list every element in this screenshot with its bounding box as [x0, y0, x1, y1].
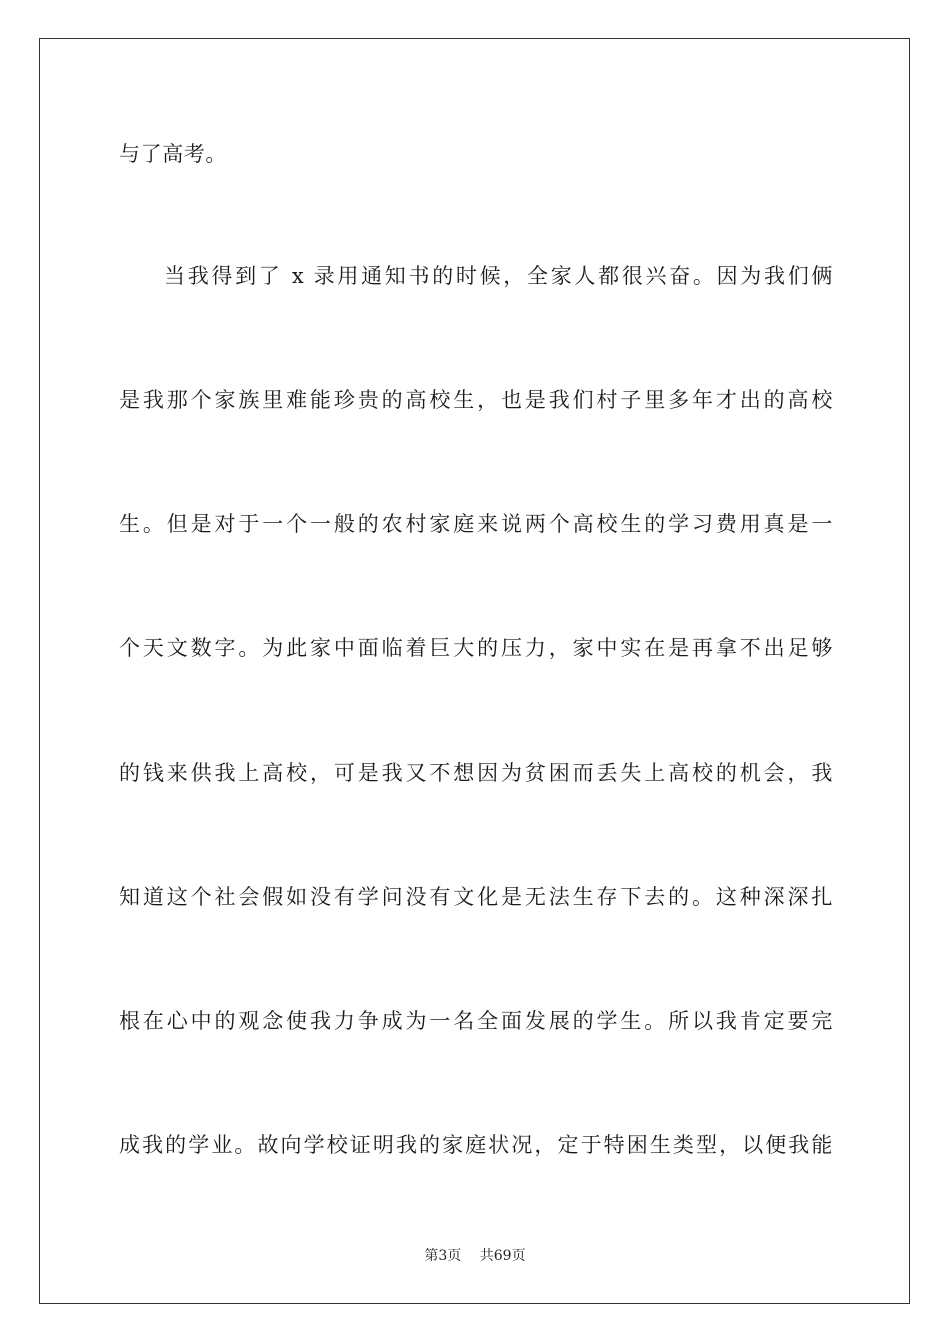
text-line-1: 与了高考。 [119, 142, 227, 166]
text-line-5: 个天文数字。为此家中面临着巨大的压力，家中实在是再拿不出足够 [119, 636, 833, 660]
text-line-4: 生。但是对于一个一般的农村家庭来说两个高校生的学习费用真是一 [119, 512, 833, 536]
page-footer [0, 1247, 950, 1265]
page-number: 第3页 [424, 1248, 462, 1264]
text-line-8: 根在心中的观念使我力争成为一名全面发展的学生。所以我肯定要完 [119, 1009, 833, 1033]
page-border [39, 38, 910, 1304]
text-line-7: 知道这个社会假如没有学问没有文化是无法生存下去的。这种深深扎 [119, 885, 833, 909]
text-line-2: 当我得到了 x 录用通知书的时候，全家人都很兴奋。因为我们俩 [164, 264, 833, 288]
text-line-6: 的钱来供我上高校，可是我又不想因为贫困而丢失上高校的机会，我 [119, 761, 833, 785]
text-line-3: 是我那个家族里难能珍贵的高校生，也是我们村子里多年才出的高校 [119, 388, 833, 412]
text-line-9: 成我的学业。故向学校证明我的家庭状况，定于特困生类型，以便我能 [119, 1133, 833, 1157]
page-total: 共69页 [479, 1248, 526, 1264]
